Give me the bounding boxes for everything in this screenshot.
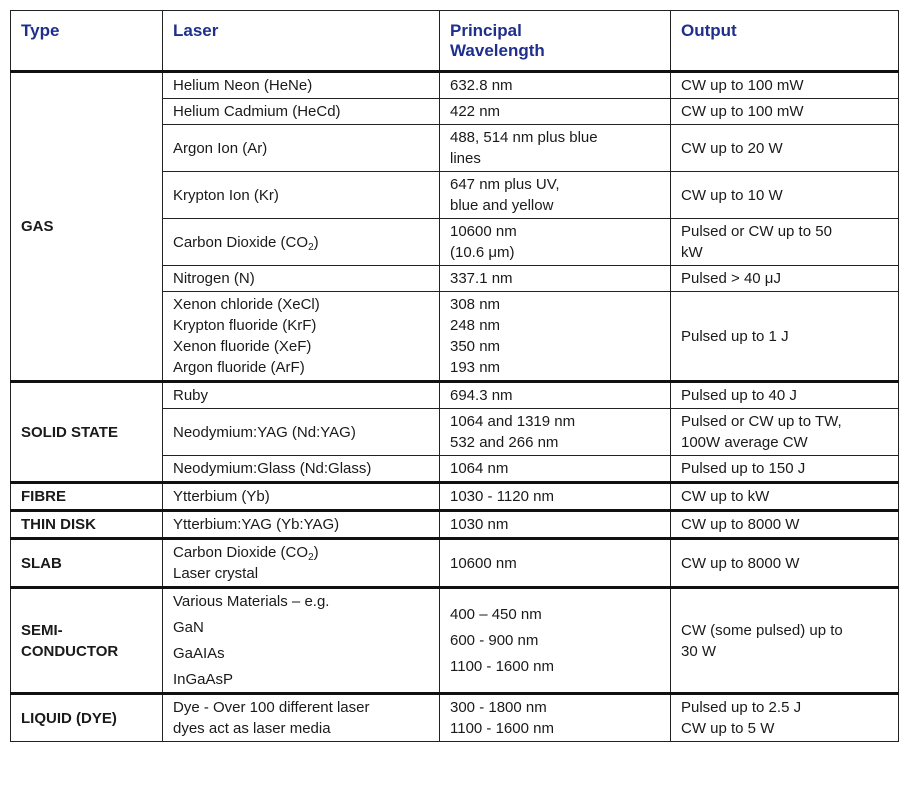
laser-line: GaN (173, 619, 204, 636)
laser-line: Dye - Over 100 different laser (173, 699, 370, 716)
output-cell (671, 588, 899, 694)
laser-cell: Krypton Ion (Kr) (163, 172, 440, 219)
output-cell: CW up to 100 mW (671, 99, 899, 125)
table-row (11, 483, 899, 511)
laser-name-post: ) (313, 233, 319, 251)
output-cell: CW up to 100 mW (671, 72, 899, 99)
laser-cell (163, 292, 440, 382)
wavelength-line: 488, 514 nm plus blue (450, 129, 598, 146)
laser-line: Xenon chloride (XeCl) (173, 296, 320, 313)
wavelength-cell (440, 125, 671, 172)
laser-cell: Ytterbium (Yb) (163, 483, 440, 511)
laser-cell: Helium Cadmium (HeCd) (163, 99, 440, 125)
type-line: CONDUCTOR (21, 642, 119, 660)
output-cell: CW up to 8000 W (671, 539, 899, 588)
laser-line: dyes act as laser media (173, 720, 331, 737)
output-cell (671, 694, 899, 742)
output-cell: CW up to kW (671, 483, 899, 511)
wavelength-cell: 694.3 nm (440, 382, 671, 409)
output-line: Pulsed or CW up to TW, (681, 413, 842, 430)
wavelength-line: 300 - 1800 nm (450, 699, 547, 716)
output-cell: Pulsed up to 40 J (671, 382, 899, 409)
type-solid-state: SOLID STATE (11, 382, 163, 483)
laser-line: Various Materials – e.g. (173, 593, 330, 610)
header-type: Type (11, 11, 163, 72)
output-cell: CW up to 8000 W (671, 511, 899, 539)
wavelength-line: (10.6 μm) (450, 244, 515, 261)
output-cell (671, 219, 899, 266)
wavelength-cell: 422 nm (440, 99, 671, 125)
laser-line: GaAIAs (173, 645, 225, 662)
wavelength-line: 1100 - 1600 nm (450, 720, 554, 737)
wavelength-line: 532 and 266 nm (450, 434, 559, 451)
output-line: Pulsed up to 2.5 J (681, 699, 802, 716)
laser-line: Krypton fluoride (KrF) (173, 317, 317, 334)
wavelength-cell (440, 219, 671, 266)
wavelength-line: lines (450, 150, 481, 167)
wavelength-cell (440, 588, 671, 694)
subscript: 2 (308, 552, 314, 563)
wavelength-cell: 632.8 nm (440, 72, 671, 99)
laser-line: Xenon fluoride (XeF) (173, 338, 312, 355)
table-row (11, 588, 899, 694)
output-line: CW up to 5 W (681, 720, 775, 737)
table-row (11, 382, 899, 409)
output-cell: Pulsed > 40 μJ (671, 266, 899, 292)
laser-cell: Ytterbium:YAG (Yb:YAG) (163, 511, 440, 539)
type-gas: GAS (11, 72, 163, 382)
laser-line: InGaAsP (173, 671, 234, 688)
output-line: kW (681, 244, 703, 261)
wavelength-line: 350 nm (450, 338, 501, 355)
output-cell: Pulsed up to 1 J (671, 292, 899, 382)
table-row (11, 539, 899, 588)
wavelength-cell: 337.1 nm (440, 266, 671, 292)
laser-cell: Ruby (163, 382, 440, 409)
header-laser: Laser (163, 11, 440, 72)
output-line: 30 W (681, 642, 717, 660)
laser-name-pre: Carbon Dioxide (CO (173, 233, 309, 251)
wavelength-cell: 1030 - 1120 nm (440, 483, 671, 511)
output-line: Pulsed or CW up to 50 (681, 223, 832, 240)
laser-cell (163, 694, 440, 742)
output-cell: Pulsed up to 150 J (671, 456, 899, 483)
header-wavelength-line1: Principal (450, 21, 522, 40)
wavelength-cell (440, 172, 671, 219)
laser-line (173, 542, 429, 563)
wavelength-line: 600 - 900 nm (450, 632, 539, 649)
output-cell: CW up to 10 W (671, 172, 899, 219)
wavelength-cell (440, 409, 671, 456)
wavelength-line: 1100 - 1600 nm (450, 658, 554, 675)
wavelength-line: 248 nm (450, 317, 501, 334)
wavelength-line: 647 nm plus UV, (450, 176, 560, 193)
table-row (11, 72, 899, 99)
wavelength-cell: 1030 nm (440, 511, 671, 539)
output-cell (671, 409, 899, 456)
output-cell: CW up to 20 W (671, 125, 899, 172)
header-output: Output (671, 11, 899, 72)
type-line: SEMI- (21, 621, 63, 639)
header-wavelength (440, 11, 671, 72)
wavelength-line: 308 nm (450, 296, 501, 313)
laser-cell (163, 219, 440, 266)
type-fibre: FIBRE (11, 483, 163, 511)
laser-cell: Argon Ion (Ar) (163, 125, 440, 172)
header-row (11, 11, 899, 72)
laser-cell: Helium Neon (HeNe) (163, 72, 440, 99)
laser-cell: Neodymium:Glass (Nd:Glass) (163, 456, 440, 483)
table-row (11, 694, 899, 742)
type-semiconductor (11, 588, 163, 694)
type-thin-disk: THIN DISK (11, 511, 163, 539)
wavelength-line: blue and yellow (450, 197, 554, 214)
table-row (11, 511, 899, 539)
header-wavelength-line2: Wavelength (450, 41, 545, 60)
wavelength-line: 1064 and 1319 nm (450, 413, 576, 430)
wavelength-cell (440, 292, 671, 382)
laser-cell: Nitrogen (N) (163, 266, 440, 292)
laser-line: Argon fluoride (ArF) (173, 359, 305, 376)
wavelength-line: 400 – 450 nm (450, 606, 542, 623)
wavelength-cell: 1064 nm (440, 456, 671, 483)
wavelength-line: 193 nm (450, 359, 501, 376)
type-slab: SLAB (11, 539, 163, 588)
laser-cell (163, 539, 440, 588)
type-liquid-dye: LIQUID (DYE) (11, 694, 163, 742)
laser-cell: Neodymium:YAG (Nd:YAG) (163, 409, 440, 456)
laser-name-post: ) (313, 544, 319, 561)
wavelength-line: 10600 nm (450, 223, 517, 240)
output-line: CW (some pulsed) up to (681, 621, 843, 639)
laser-cell (163, 588, 440, 694)
laser-types-table (10, 10, 899, 742)
laser-name-pre: Carbon Dioxide (CO (173, 544, 309, 561)
subscript: 2 (308, 241, 314, 253)
wavelength-cell (440, 694, 671, 742)
output-line: 100W average CW (681, 434, 808, 451)
laser-line: Laser crystal (173, 565, 259, 582)
wavelength-cell: 10600 nm (440, 539, 671, 588)
